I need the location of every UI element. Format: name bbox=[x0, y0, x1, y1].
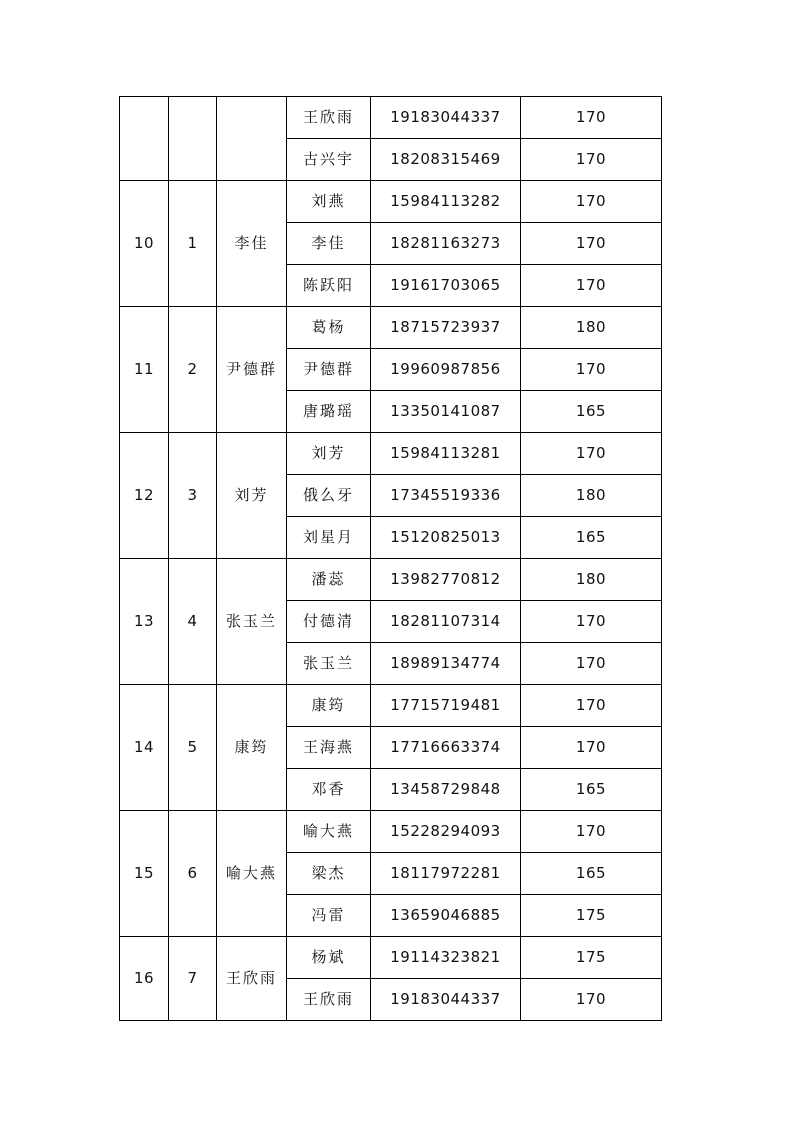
member-height-cell: 170 bbox=[521, 223, 662, 265]
group-leader-cell: 刘芳 bbox=[217, 433, 287, 559]
member-height-cell: 180 bbox=[521, 559, 662, 601]
group-leader-cell: 康筠 bbox=[217, 685, 287, 811]
member-height-cell: 175 bbox=[521, 895, 662, 937]
group-index-cell: 15 bbox=[120, 811, 169, 937]
group-sub-index-cell: 3 bbox=[169, 433, 217, 559]
member-phone-cell: 18989134774 bbox=[371, 643, 521, 685]
member-height-cell: 170 bbox=[521, 265, 662, 307]
member-phone-cell: 13982770812 bbox=[371, 559, 521, 601]
group-sub-index-cell: 6 bbox=[169, 811, 217, 937]
group-index-cell bbox=[120, 97, 169, 181]
member-name-cell: 付德清 bbox=[287, 601, 371, 643]
member-phone-cell: 18281163273 bbox=[371, 223, 521, 265]
group-sub-index-cell: 4 bbox=[169, 559, 217, 685]
group-leader-cell: 张玉兰 bbox=[217, 559, 287, 685]
table-row bbox=[120, 433, 662, 475]
member-height-cell: 170 bbox=[521, 811, 662, 853]
member-name-cell: 杨斌 bbox=[287, 937, 371, 979]
group-sub-index-cell: 2 bbox=[169, 307, 217, 433]
roster-table-body bbox=[120, 97, 662, 1021]
member-name-cell: 葛杨 bbox=[287, 307, 371, 349]
member-name-cell: 古兴宇 bbox=[287, 139, 371, 181]
member-phone-cell: 13350141087 bbox=[371, 391, 521, 433]
member-name-cell: 梁杰 bbox=[287, 853, 371, 895]
member-height-cell: 170 bbox=[521, 727, 662, 769]
member-height-cell: 170 bbox=[521, 181, 662, 223]
member-name-cell: 刘燕 bbox=[287, 181, 371, 223]
table-row bbox=[120, 97, 662, 139]
group-index-cell: 16 bbox=[120, 937, 169, 1021]
member-phone-cell: 19960987856 bbox=[371, 349, 521, 391]
member-name-cell: 王海燕 bbox=[287, 727, 371, 769]
member-height-cell: 165 bbox=[521, 391, 662, 433]
member-height-cell: 170 bbox=[521, 601, 662, 643]
member-phone-cell: 17716663374 bbox=[371, 727, 521, 769]
group-index-cell: 12 bbox=[120, 433, 169, 559]
member-phone-cell: 15120825013 bbox=[371, 517, 521, 559]
member-name-cell: 邓香 bbox=[287, 769, 371, 811]
member-height-cell: 165 bbox=[521, 769, 662, 811]
group-index-cell: 10 bbox=[120, 181, 169, 307]
member-height-cell: 170 bbox=[521, 643, 662, 685]
member-height-cell: 180 bbox=[521, 307, 662, 349]
member-name-cell: 陈跃阳 bbox=[287, 265, 371, 307]
member-name-cell: 李佳 bbox=[287, 223, 371, 265]
table-row bbox=[120, 937, 662, 979]
group-sub-index-cell: 1 bbox=[169, 181, 217, 307]
group-sub-index-cell: 7 bbox=[169, 937, 217, 1021]
member-height-cell: 180 bbox=[521, 475, 662, 517]
table-row bbox=[120, 307, 662, 349]
group-leader-cell: 尹德群 bbox=[217, 307, 287, 433]
roster-table bbox=[119, 96, 662, 1021]
table-row bbox=[120, 559, 662, 601]
member-height-cell: 175 bbox=[521, 937, 662, 979]
group-leader-cell: 喻大燕 bbox=[217, 811, 287, 937]
member-phone-cell: 13659046885 bbox=[371, 895, 521, 937]
member-name-cell: 康筠 bbox=[287, 685, 371, 727]
group-index-cell: 11 bbox=[120, 307, 169, 433]
member-phone-cell: 15984113282 bbox=[371, 181, 521, 223]
member-name-cell: 尹德群 bbox=[287, 349, 371, 391]
member-height-cell: 170 bbox=[521, 97, 662, 139]
group-sub-index-cell: 5 bbox=[169, 685, 217, 811]
member-height-cell: 170 bbox=[521, 433, 662, 475]
table-row bbox=[120, 811, 662, 853]
member-name-cell: 冯雷 bbox=[287, 895, 371, 937]
member-phone-cell: 18208315469 bbox=[371, 139, 521, 181]
group-leader-cell: 王欣雨 bbox=[217, 937, 287, 1021]
member-phone-cell: 15228294093 bbox=[371, 811, 521, 853]
member-name-cell: 王欣雨 bbox=[287, 979, 371, 1021]
table-row bbox=[120, 685, 662, 727]
group-index-cell: 14 bbox=[120, 685, 169, 811]
member-name-cell: 唐璐瑶 bbox=[287, 391, 371, 433]
member-phone-cell: 17345519336 bbox=[371, 475, 521, 517]
group-sub-index-cell bbox=[169, 97, 217, 181]
member-name-cell: 喻大燕 bbox=[287, 811, 371, 853]
member-height-cell: 170 bbox=[521, 139, 662, 181]
group-leader-cell: 李佳 bbox=[217, 181, 287, 307]
member-height-cell: 165 bbox=[521, 517, 662, 559]
member-name-cell: 刘星月 bbox=[287, 517, 371, 559]
member-phone-cell: 19183044337 bbox=[371, 979, 521, 1021]
member-phone-cell: 17715719481 bbox=[371, 685, 521, 727]
member-height-cell: 170 bbox=[521, 685, 662, 727]
member-phone-cell: 18281107314 bbox=[371, 601, 521, 643]
member-phone-cell: 19161703065 bbox=[371, 265, 521, 307]
group-leader-cell bbox=[217, 97, 287, 181]
member-phone-cell: 18715723937 bbox=[371, 307, 521, 349]
member-name-cell: 潘蕊 bbox=[287, 559, 371, 601]
member-height-cell: 165 bbox=[521, 853, 662, 895]
member-name-cell: 刘芳 bbox=[287, 433, 371, 475]
member-phone-cell: 19183044337 bbox=[371, 97, 521, 139]
member-phone-cell: 18117972281 bbox=[371, 853, 521, 895]
member-height-cell: 170 bbox=[521, 349, 662, 391]
table-row bbox=[120, 181, 662, 223]
member-name-cell: 王欣雨 bbox=[287, 97, 371, 139]
member-phone-cell: 13458729848 bbox=[371, 769, 521, 811]
member-phone-cell: 15984113281 bbox=[371, 433, 521, 475]
member-name-cell: 张玉兰 bbox=[287, 643, 371, 685]
member-phone-cell: 19114323821 bbox=[371, 937, 521, 979]
member-height-cell: 170 bbox=[521, 979, 662, 1021]
member-name-cell: 俄么牙 bbox=[287, 475, 371, 517]
group-index-cell: 13 bbox=[120, 559, 169, 685]
